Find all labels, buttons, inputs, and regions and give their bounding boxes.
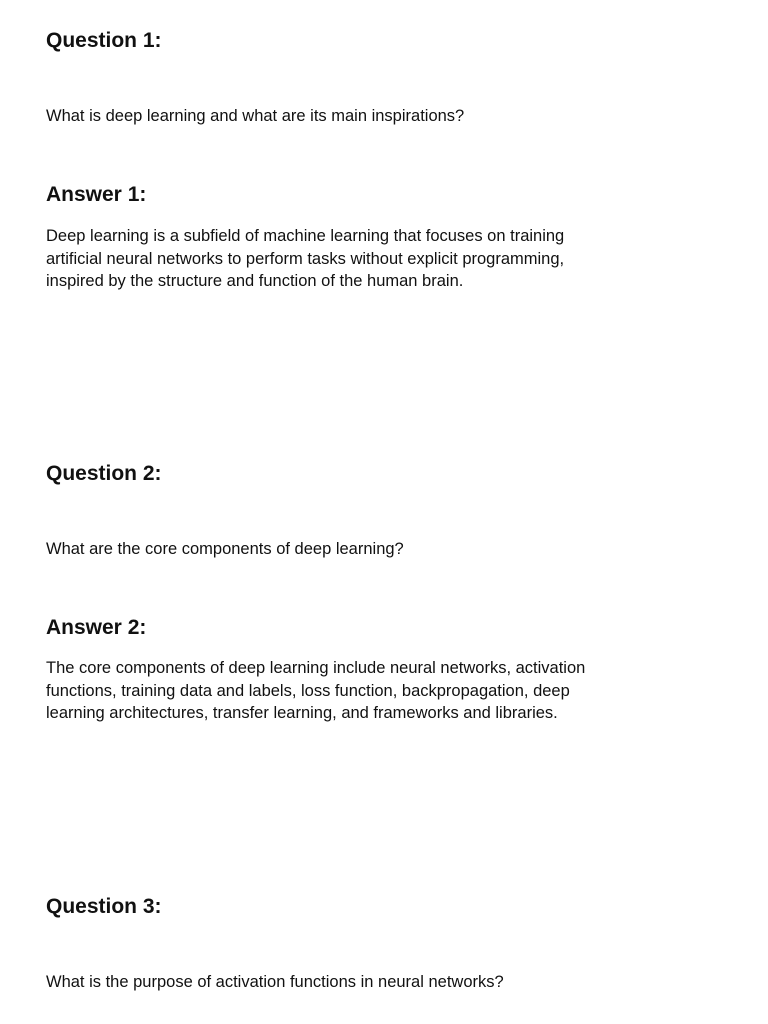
answer-2-text: The core components of deep learning include neural networks, activation functions, training data and labels, loss function, backpropagation, deep learning architectures, transfer learning, and frameworks and libraries. (46, 659, 586, 723)
question-3-heading: Question 3: (46, 895, 162, 918)
question-1-heading: Question 1: (46, 29, 162, 52)
question-2-text: What are the core components of deep learning? (46, 540, 404, 558)
answer-1-text: Deep learning is a subfield of machine learning that focuses on training artificial neural networks to perform tasks without explicit programming, inspired by the structure and function of the human brain. (46, 227, 565, 291)
question-2-heading: Question 2: (46, 462, 162, 485)
answer-2-heading: Answer 2: (46, 616, 147, 639)
answer-1-heading: Answer 1: (46, 183, 147, 206)
question-1-text: What is deep learning and what are its main inspirations? (46, 107, 465, 125)
question-3-text: What is the purpose of activation functions in neural networks? (46, 973, 504, 991)
